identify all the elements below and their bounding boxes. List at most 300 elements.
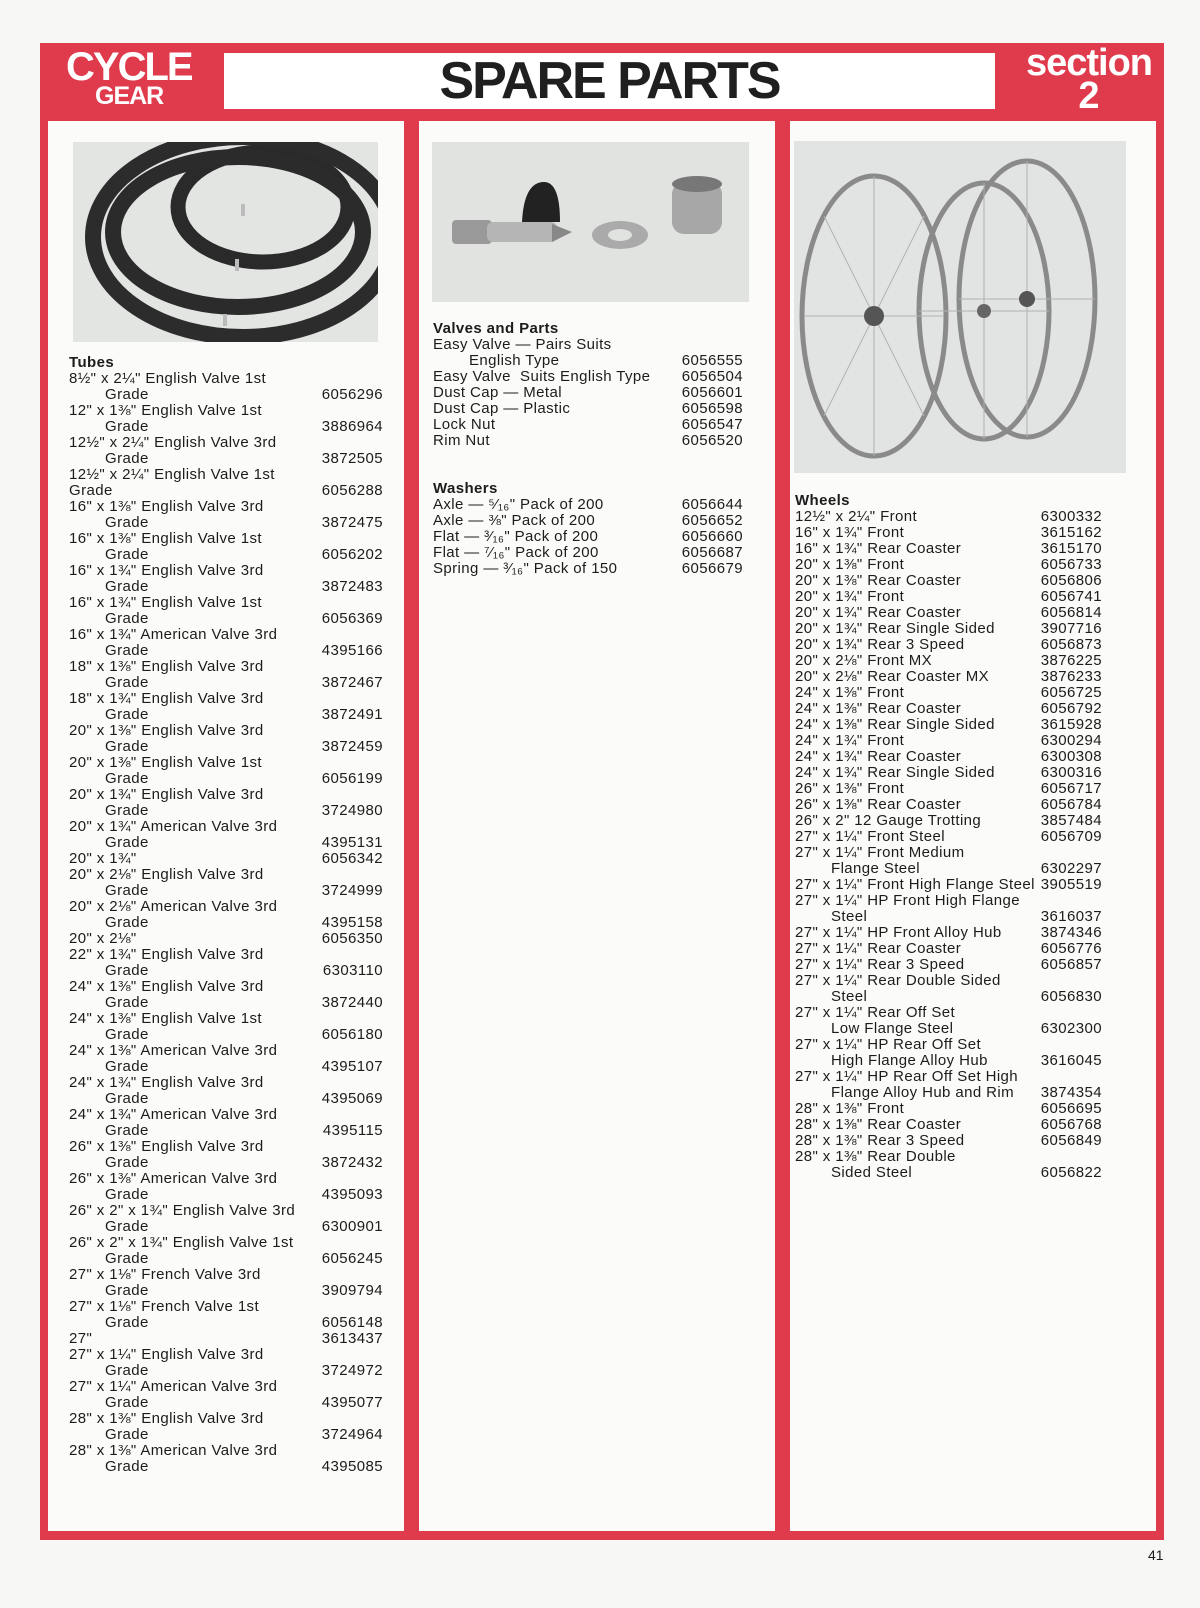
part-number: 4395107 xyxy=(321,1058,383,1075)
part-number: 3872467 xyxy=(321,674,383,691)
item-description: 27" x 1¼" HP Rear Off Set xyxy=(795,1036,982,1053)
item-description: 24" x 1⅜" American Valve 3rd xyxy=(69,1042,278,1059)
part-number: 6056806 xyxy=(1040,572,1102,589)
title-box xyxy=(224,53,995,109)
list-item xyxy=(69,1347,383,1379)
item-description-cont: Grade xyxy=(105,834,149,851)
list-item xyxy=(69,1139,383,1171)
part-number: 6056709 xyxy=(1040,828,1102,845)
list-item xyxy=(69,1043,383,1075)
wheels-image xyxy=(794,141,1126,473)
column-wheels xyxy=(790,121,1156,1531)
part-number: 3872475 xyxy=(321,514,383,531)
item-description-cont: Low Flange Steel xyxy=(831,1020,954,1037)
item-description-cont: Grade xyxy=(105,386,149,403)
list-item xyxy=(433,529,743,545)
list-item xyxy=(795,781,1102,797)
part-number: 4395158 xyxy=(321,914,383,931)
part-number: 6056792 xyxy=(1040,700,1102,717)
part-number: 3874346 xyxy=(1040,924,1102,941)
item-description-cont: Grade xyxy=(105,914,149,931)
item-description: 24" x 1⅜" Rear Single Sided xyxy=(795,716,995,733)
list-item xyxy=(795,525,1102,541)
item-description-cont: Grade xyxy=(105,738,149,755)
part-number: 3857484 xyxy=(1040,812,1102,829)
item-description: 26" x 2" x 1¾" English Valve 3rd xyxy=(69,1202,296,1219)
item-description: 28" x 1⅜" Front xyxy=(795,1100,905,1117)
list-item xyxy=(69,403,383,435)
item-description: Dust Cap — Plastic xyxy=(433,400,571,417)
list-item xyxy=(69,1411,383,1443)
item-description: 28" x 1⅜" Rear 3 Speed xyxy=(795,1132,965,1149)
part-number: 6056733 xyxy=(1040,556,1102,573)
list-item xyxy=(795,573,1102,589)
item-description: 24" x 1⅜" English Valve 1st xyxy=(69,1010,262,1027)
part-number: 3724972 xyxy=(321,1362,383,1379)
wheels-heading: Wheels xyxy=(795,492,850,509)
list-item xyxy=(69,659,383,691)
list-item xyxy=(69,499,383,531)
item-description-cont: Steel xyxy=(831,988,868,1005)
part-number: 6056695 xyxy=(1040,1100,1102,1117)
part-number: 3615170 xyxy=(1040,540,1102,557)
list-item xyxy=(795,717,1102,733)
list-item xyxy=(795,701,1102,717)
item-description-cont: Flange Steel xyxy=(831,860,921,877)
item-description-cont: Grade xyxy=(105,674,149,691)
valves-heading: Valves and Parts xyxy=(433,320,559,337)
list-item xyxy=(433,561,743,577)
item-description-cont: Grade xyxy=(105,1186,149,1203)
item-description-cont: Grade xyxy=(105,1426,149,1443)
list-item xyxy=(795,733,1102,749)
list-item xyxy=(69,531,383,563)
washers-list xyxy=(433,481,743,577)
part-number: 3615928 xyxy=(1040,716,1102,733)
item-description: 26" x 2" x 1¾" English Valve 1st xyxy=(69,1234,294,1251)
column-tubes xyxy=(48,121,404,1531)
item-description: 20" x 1¾" English Valve 3rd xyxy=(69,786,264,803)
list-item xyxy=(795,1069,1102,1101)
part-number: 6056822 xyxy=(1040,1164,1102,1181)
list-item xyxy=(69,691,383,723)
part-number: 6056687 xyxy=(681,544,743,561)
list-item xyxy=(795,925,1102,941)
list-item xyxy=(795,749,1102,765)
part-number: 6056555 xyxy=(681,352,743,369)
item-description: 26" x 2" 12 Gauge Trotting xyxy=(795,812,982,829)
item-description: 16" x 1¾" English Valve 1st xyxy=(69,594,262,611)
part-number: 6056768 xyxy=(1040,1116,1102,1133)
item-description-cont: Grade xyxy=(105,1314,149,1331)
list-item xyxy=(69,1331,383,1347)
item-description-cont: High Flange Alloy Hub xyxy=(831,1052,988,1069)
part-number: 6300316 xyxy=(1040,764,1102,781)
part-number: 6300901 xyxy=(321,1218,383,1235)
item-description: 27" x 1¼" Front High Flange Steel xyxy=(795,876,1035,893)
part-number: 6300308 xyxy=(1040,748,1102,765)
item-description: 20" x 2⅛" English Valve 3rd xyxy=(69,866,264,883)
item-description: 20" x 1¾" Rear Single Sided xyxy=(795,620,995,637)
section-label xyxy=(1025,42,1152,117)
item-description: 16" x 1¾" Front xyxy=(795,524,905,541)
item-description: 27" x 1⅛" French Valve 1st xyxy=(69,1298,260,1315)
item-description: 24" x 1¾" American Valve 3rd xyxy=(69,1106,278,1123)
part-number: 3876233 xyxy=(1040,668,1102,685)
part-number: 3724964 xyxy=(321,1426,383,1443)
item-description: 27" x 1⅛" French Valve 3rd xyxy=(69,1266,261,1283)
item-description: 28" x 1⅜" Rear Coaster xyxy=(795,1116,962,1133)
page-number: 41 xyxy=(1148,1547,1164,1563)
list-item xyxy=(795,813,1102,829)
item-description-cont: Grade xyxy=(105,1394,149,1411)
list-item xyxy=(69,867,383,899)
list-item xyxy=(69,755,383,787)
item-description-cont: Grade xyxy=(105,450,149,467)
item-description: Easy Valve Suits English Type xyxy=(433,368,651,385)
list-item xyxy=(69,787,383,819)
list-item xyxy=(795,621,1102,637)
item-description-cont: Grade xyxy=(105,642,149,659)
list-item xyxy=(795,957,1102,973)
item-description: Spring — ³⁄₁₆" Pack of 150 xyxy=(433,560,618,577)
part-number: 6056741 xyxy=(1040,588,1102,605)
item-description: 20" x 2⅛" xyxy=(69,930,137,947)
part-number: 6056180 xyxy=(321,1026,383,1043)
item-description: 28" x 1⅜" Rear Double xyxy=(795,1148,956,1165)
item-description-cont: Grade xyxy=(105,1458,149,1475)
item-description: 20" x 2⅛" Rear Coaster MX xyxy=(795,668,990,685)
part-number: 3616045 xyxy=(1040,1052,1102,1069)
item-description: 27" x 1¼" Front Steel xyxy=(795,828,945,845)
list-item xyxy=(69,851,383,867)
item-description: 20" x 1¾" xyxy=(69,850,137,867)
item-description: Axle — ⁵⁄₁₆" Pack of 200 xyxy=(433,496,604,513)
item-description-cont: Grade xyxy=(105,1282,149,1299)
list-item xyxy=(795,877,1102,893)
item-description-cont: Grade xyxy=(105,770,149,787)
item-description: 16" x 1¾" Rear Coaster xyxy=(795,540,962,557)
list-item xyxy=(433,369,743,385)
list-item xyxy=(795,797,1102,813)
part-number: 3724999 xyxy=(321,882,383,899)
item-description-cont: Grade xyxy=(105,1122,149,1139)
part-number: 6056202 xyxy=(321,546,383,563)
part-number: 6056660 xyxy=(681,528,743,545)
list-item xyxy=(795,1117,1102,1133)
wheels-photo xyxy=(794,141,1126,473)
item-description: 12½" x 2¼" English Valve 3rd xyxy=(69,434,277,451)
list-item xyxy=(69,931,383,947)
list-item xyxy=(69,371,383,403)
item-description: 24" x 1¾" Rear Single Sided xyxy=(795,764,995,781)
part-number: 4395093 xyxy=(321,1186,383,1203)
part-number: 4395166 xyxy=(321,642,383,659)
part-number: 6056601 xyxy=(681,384,743,401)
item-description: 16" x 1⅜" English Valve 1st xyxy=(69,530,262,547)
item-description-cont: Grade xyxy=(105,802,149,819)
list-item xyxy=(795,605,1102,621)
item-description-cont: Grade xyxy=(105,418,149,435)
valves-list xyxy=(433,321,743,449)
list-item xyxy=(795,653,1102,669)
item-description: 18" x 1⅜" English Valve 3rd xyxy=(69,658,264,675)
part-number: 3907716 xyxy=(1040,620,1102,637)
item-description: 26" x 1⅜" Rear Coaster xyxy=(795,796,962,813)
list-item xyxy=(69,979,383,1011)
item-description: 27" x 1¼" American Valve 3rd xyxy=(69,1378,278,1395)
item-description: 18" x 1¾" English Valve 3rd xyxy=(69,690,264,707)
page-title: SPARE PARTS xyxy=(439,52,780,110)
list-item xyxy=(69,1075,383,1107)
item-description-cont: Grade xyxy=(105,994,149,1011)
item-description-cont: Grade xyxy=(105,546,149,563)
list-item xyxy=(433,401,743,417)
list-item xyxy=(433,433,743,449)
section-word: section xyxy=(1025,42,1152,84)
item-description: 28" x 1⅜" English Valve 3rd xyxy=(69,1410,264,1427)
part-number: 3616037 xyxy=(1040,908,1102,925)
valve-parts-image xyxy=(432,142,749,302)
list-item xyxy=(69,947,383,979)
list-item xyxy=(69,1203,383,1235)
item-description: Rim Nut xyxy=(433,432,490,449)
item-description-cont: Steel xyxy=(831,908,868,925)
item-description: 20" x 1¾" American Valve 3rd xyxy=(69,818,278,835)
item-description: 22" x 1¾" English Valve 3rd xyxy=(69,946,264,963)
part-number: 4395077 xyxy=(321,1394,383,1411)
part-number: 4395115 xyxy=(322,1122,383,1139)
list-item xyxy=(795,1149,1102,1181)
part-number: 6056199 xyxy=(321,770,383,787)
tubes-heading: Tubes xyxy=(69,354,115,371)
part-number: 3872459 xyxy=(321,738,383,755)
list-item xyxy=(795,973,1102,1005)
part-number: 6303110 xyxy=(322,962,383,979)
tubes-list xyxy=(69,355,383,1475)
item-description: 20" x 1⅜" English Valve 3rd xyxy=(69,722,264,739)
item-description: 27" x 1¼" HP Rear Off Set High xyxy=(795,1068,1019,1085)
part-number: 6056245 xyxy=(321,1250,383,1267)
list-item xyxy=(795,685,1102,701)
part-number: 6056148 xyxy=(321,1314,383,1331)
list-item xyxy=(69,1235,383,1267)
list-item xyxy=(795,829,1102,845)
part-number: 6056504 xyxy=(681,368,743,385)
item-description: 12½" x 2¼" English Valve 1st xyxy=(69,466,275,483)
item-description: 28" x 1⅜" American Valve 3rd xyxy=(69,1442,278,1459)
list-item xyxy=(795,941,1102,957)
list-item xyxy=(69,627,383,659)
list-item xyxy=(795,1037,1102,1069)
list-item xyxy=(69,723,383,755)
part-number: 6056776 xyxy=(1040,940,1102,957)
list-item xyxy=(795,765,1102,781)
part-number: 4395069 xyxy=(321,1090,383,1107)
part-number: 3613437 xyxy=(321,1330,383,1347)
item-description: 20" x 1⅜" English Valve 1st xyxy=(69,754,262,771)
part-number: 6056652 xyxy=(681,512,743,529)
part-number: 6056547 xyxy=(681,416,743,433)
part-number: 3886964 xyxy=(321,418,383,435)
list-item xyxy=(69,1267,383,1299)
list-item xyxy=(69,1107,383,1139)
part-number: 4395131 xyxy=(321,834,383,851)
item-description: 27" x 1¼" Rear Off Set xyxy=(795,1004,956,1021)
item-description: Easy Valve — Pairs Suits xyxy=(433,336,612,353)
list-item xyxy=(69,1443,383,1475)
item-description: 27" x 1¼" HP Front Alloy Hub xyxy=(795,924,1002,941)
item-description: 27" x 1¼" Rear Double Sided xyxy=(795,972,1001,989)
list-item xyxy=(69,595,383,627)
list-item xyxy=(795,893,1102,925)
part-number: 3905519 xyxy=(1040,876,1102,893)
list-item xyxy=(795,589,1102,605)
part-number: 6056873 xyxy=(1040,636,1102,653)
brand-line-2: GEAR xyxy=(95,82,164,110)
part-number: 6056520 xyxy=(681,432,743,449)
part-number: 6056830 xyxy=(1040,988,1102,1005)
part-number: 6056784 xyxy=(1040,796,1102,813)
item-description: 16" x 1⅜" English Valve 3rd xyxy=(69,498,264,515)
list-item xyxy=(69,1299,383,1331)
item-description: 27" x 1¼" Rear 3 Speed xyxy=(795,956,965,973)
washers-heading: Washers xyxy=(433,480,498,497)
item-description: 27" x 1¼" Front Medium xyxy=(795,844,965,861)
item-description-cont: Sided Steel xyxy=(831,1164,913,1181)
item-description: 12½" x 2¼" Front xyxy=(795,508,918,525)
item-description-cont: Grade xyxy=(105,1362,149,1379)
item-description: 20" x 1¾" Front xyxy=(795,588,905,605)
part-number: 3872491 xyxy=(321,706,383,723)
item-description: 24" x 1⅜" English Valve 3rd xyxy=(69,978,264,995)
wheels-list xyxy=(795,493,1102,1181)
item-description: 20" x 2⅛" Front MX xyxy=(795,652,933,669)
part-number: 6056725 xyxy=(1040,684,1102,701)
list-item xyxy=(69,563,383,595)
part-number: 3872432 xyxy=(321,1154,383,1171)
item-description: 26" x 1⅜" English Valve 3rd xyxy=(69,1138,264,1155)
list-item xyxy=(433,337,743,369)
part-number: 6056342 xyxy=(321,850,383,867)
part-number: 3876225 xyxy=(1040,652,1102,669)
item-description: 24" x 1⅜" Front xyxy=(795,684,905,701)
part-number: 3724980 xyxy=(321,802,383,819)
part-number: 6056288 xyxy=(321,482,383,499)
item-description: 20" x 1¾" Rear 3 Speed xyxy=(795,636,965,653)
list-item xyxy=(69,1011,383,1043)
item-description: 26" x 1⅜" American Valve 3rd xyxy=(69,1170,278,1187)
item-description-cont: Grade xyxy=(105,514,149,531)
list-item xyxy=(795,845,1102,877)
item-description: 16" x 1¾" American Valve 3rd xyxy=(69,626,278,643)
list-item xyxy=(433,497,743,513)
part-number: 4395085 xyxy=(321,1458,383,1475)
part-number: 6056644 xyxy=(681,496,743,513)
item-description: 8½" x 2¼" English Valve 1st xyxy=(69,370,267,387)
part-number: 6302300 xyxy=(1040,1020,1102,1037)
item-description: 27" xyxy=(69,1330,93,1347)
item-description: 27" x 1¼" English Valve 3rd xyxy=(69,1346,264,1363)
part-number: 6300294 xyxy=(1040,732,1102,749)
item-description: 12" x 1⅜" English Valve 1st xyxy=(69,402,262,419)
list-item xyxy=(795,557,1102,573)
part-number: 3872505 xyxy=(321,450,383,467)
list-item xyxy=(433,417,743,433)
list-item xyxy=(795,669,1102,685)
item-description: 24" x 1¾" Rear Coaster xyxy=(795,748,962,765)
item-description: Flat — ⁷⁄₁₆" Pack of 200 xyxy=(433,544,599,561)
tubes-photo xyxy=(73,142,378,342)
item-description-cont: Flange Alloy Hub and Rim xyxy=(831,1084,1015,1101)
part-number: 6056296 xyxy=(321,386,383,403)
list-item xyxy=(433,385,743,401)
part-number: 3872483 xyxy=(321,578,383,595)
item-description: 24" x 1¾" English Valve 3rd xyxy=(69,1074,264,1091)
item-description-cont: Grade xyxy=(105,1154,149,1171)
item-description-cont: Grade xyxy=(105,1218,149,1235)
list-item xyxy=(69,899,383,931)
item-description: 27" x 1¼" Rear Coaster xyxy=(795,940,962,957)
list-item xyxy=(69,1171,383,1203)
page-frame xyxy=(40,43,1164,1540)
item-description: 27" x 1¼" HP Front High Flange xyxy=(795,892,1020,909)
part-number: 6056849 xyxy=(1040,1132,1102,1149)
item-description-cont: Grade xyxy=(105,1250,149,1267)
part-number: 6056814 xyxy=(1040,604,1102,621)
item-description-cont: Grade xyxy=(105,1026,149,1043)
column-valves-washers xyxy=(419,121,775,1531)
item-description-cont: Grade xyxy=(105,578,149,595)
list-item xyxy=(433,513,743,529)
part-number: 6056350 xyxy=(321,930,383,947)
list-item xyxy=(69,467,383,499)
part-number: 6056857 xyxy=(1040,956,1102,973)
part-number: 3874354 xyxy=(1040,1084,1102,1101)
item-description: 20" x 1¾" Rear Coaster xyxy=(795,604,962,621)
list-item xyxy=(795,637,1102,653)
list-item xyxy=(433,545,743,561)
valves-photo xyxy=(432,142,749,302)
item-description: 20" x 1⅜" Rear Coaster xyxy=(795,572,962,589)
section-number: 2 xyxy=(1078,75,1100,117)
item-description-cont: Grade xyxy=(105,706,149,723)
item-description: 24" x 1¾" Front xyxy=(795,732,905,749)
part-number: 6056717 xyxy=(1040,780,1102,797)
part-number: 3615162 xyxy=(1040,524,1102,541)
item-description: 26" x 1⅜" Front xyxy=(795,780,905,797)
item-description: 24" x 1⅜" Rear Coaster xyxy=(795,700,962,717)
list-item xyxy=(795,1005,1102,1037)
part-number: 6300332 xyxy=(1040,508,1102,525)
item-description-cont: Grade xyxy=(105,610,149,627)
part-number: 6056598 xyxy=(681,400,743,417)
list-item xyxy=(795,1101,1102,1117)
item-description: 16" x 1¾" English Valve 3rd xyxy=(69,562,264,579)
list-item xyxy=(69,435,383,467)
item-description: 20" x 1⅜" Front xyxy=(795,556,905,573)
part-number: 6302297 xyxy=(1040,860,1102,877)
item-description-cont: Grade xyxy=(69,482,113,499)
list-item xyxy=(69,819,383,851)
part-number: 6056679 xyxy=(681,560,743,577)
list-item xyxy=(795,541,1102,557)
item-description-cont: English Type xyxy=(469,352,560,369)
item-description: Axle — ⅜" Pack of 200 xyxy=(433,512,596,529)
inner-tubes-image xyxy=(73,142,378,342)
brand-logo xyxy=(40,43,222,115)
part-number: 3872440 xyxy=(321,994,383,1011)
